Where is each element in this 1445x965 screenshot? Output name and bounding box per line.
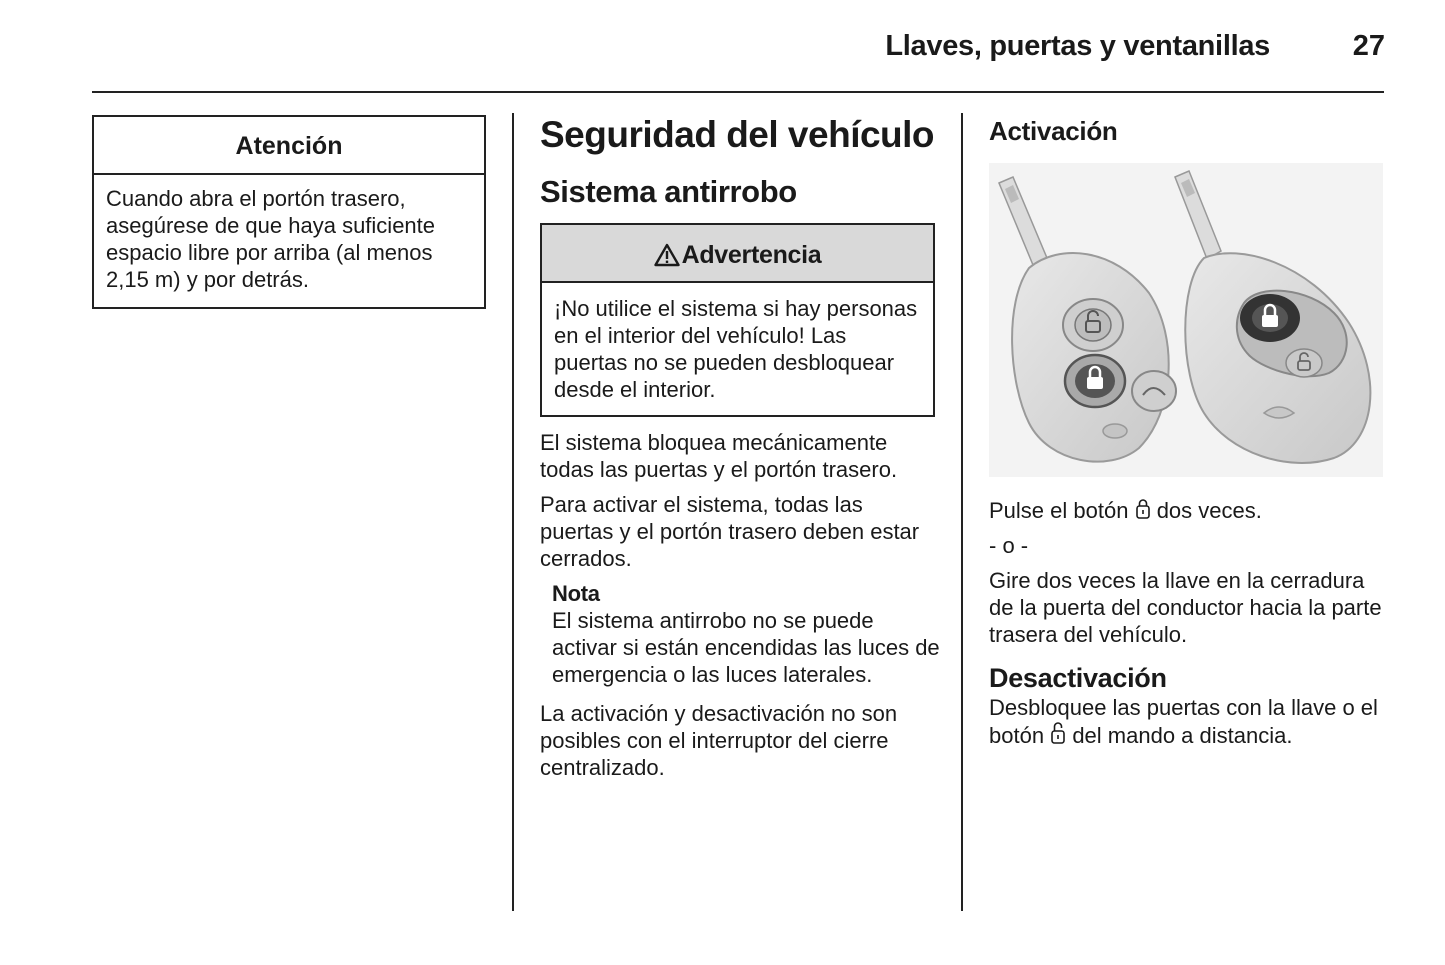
deactivation-text-before: Desbloquee las puertas con la llave o el botón [989,695,1378,748]
header-divider [92,91,1384,93]
running-header-title: Llaves, puertas y ventanillas [885,30,1270,62]
deactivation-text [989,694,1389,749]
warning-triangle-icon [654,243,680,267]
deactivation-text-after: del mando a distancia. [1072,723,1293,748]
section-subtitle: Sistema antirrobo [540,174,797,209]
attention-title: Atención [94,117,484,175]
column-divider-left [512,113,514,911]
activation-step-key: Gire dos veces la llave en la cerradura de la puerta del conductor hacia la parte trasera del vehículo. [989,568,1382,647]
attention-box [92,115,486,309]
paragraph-system-locks: El sistema bloquea mecánicamente todas las puertas y el portón trasero. [540,430,898,482]
note-title: Nota [552,581,600,606]
activation-title: Activación [989,116,1118,146]
page-number: 27 [1352,30,1385,62]
note-block [552,580,940,688]
or-separator: - o - [989,533,1029,558]
note-text: El sistema antirrobo no se puede activar si están encendidas las luces de emergencia o las luces laterales. [552,608,940,687]
warning-box [540,223,935,417]
paragraph-central-locking: La activación y desactivación no son posibles con el interruptor del cierre centralizado. [540,701,898,780]
warning-title: Advertencia [681,241,822,269]
lock-icon [1135,498,1151,520]
attention-text: Cuando abra el portón trasero, asegúrese de que haya suficiente espacio libre por arriba (al menos 2,15 m) y por detrás. [106,186,436,292]
column-divider-right [961,113,963,911]
step1-text-after: dos veces. [1156,498,1262,523]
paragraph-activation-requirement: Para activar el sistema, todas las puertas y el portón trasero deben estar cerrados. [540,492,920,571]
key-fob-figure [989,163,1383,477]
warning-text: ¡No utilice el sistema si hay personas en el interior del vehículo! Las puertas no se pueden desbloquear desde el interior. [554,296,918,402]
step1-text-before: Pulse el botón [989,498,1129,523]
unlock-icon [1050,721,1066,745]
activation-section [989,113,1389,748]
deactivation-title: Desactivación [989,663,1167,693]
security-section [540,113,940,780]
activation-step-button [989,497,1389,524]
remote-key-fobs-illustration [989,163,1383,477]
warning-header [542,225,933,283]
section-title: Seguridad del vehículo [540,114,935,155]
